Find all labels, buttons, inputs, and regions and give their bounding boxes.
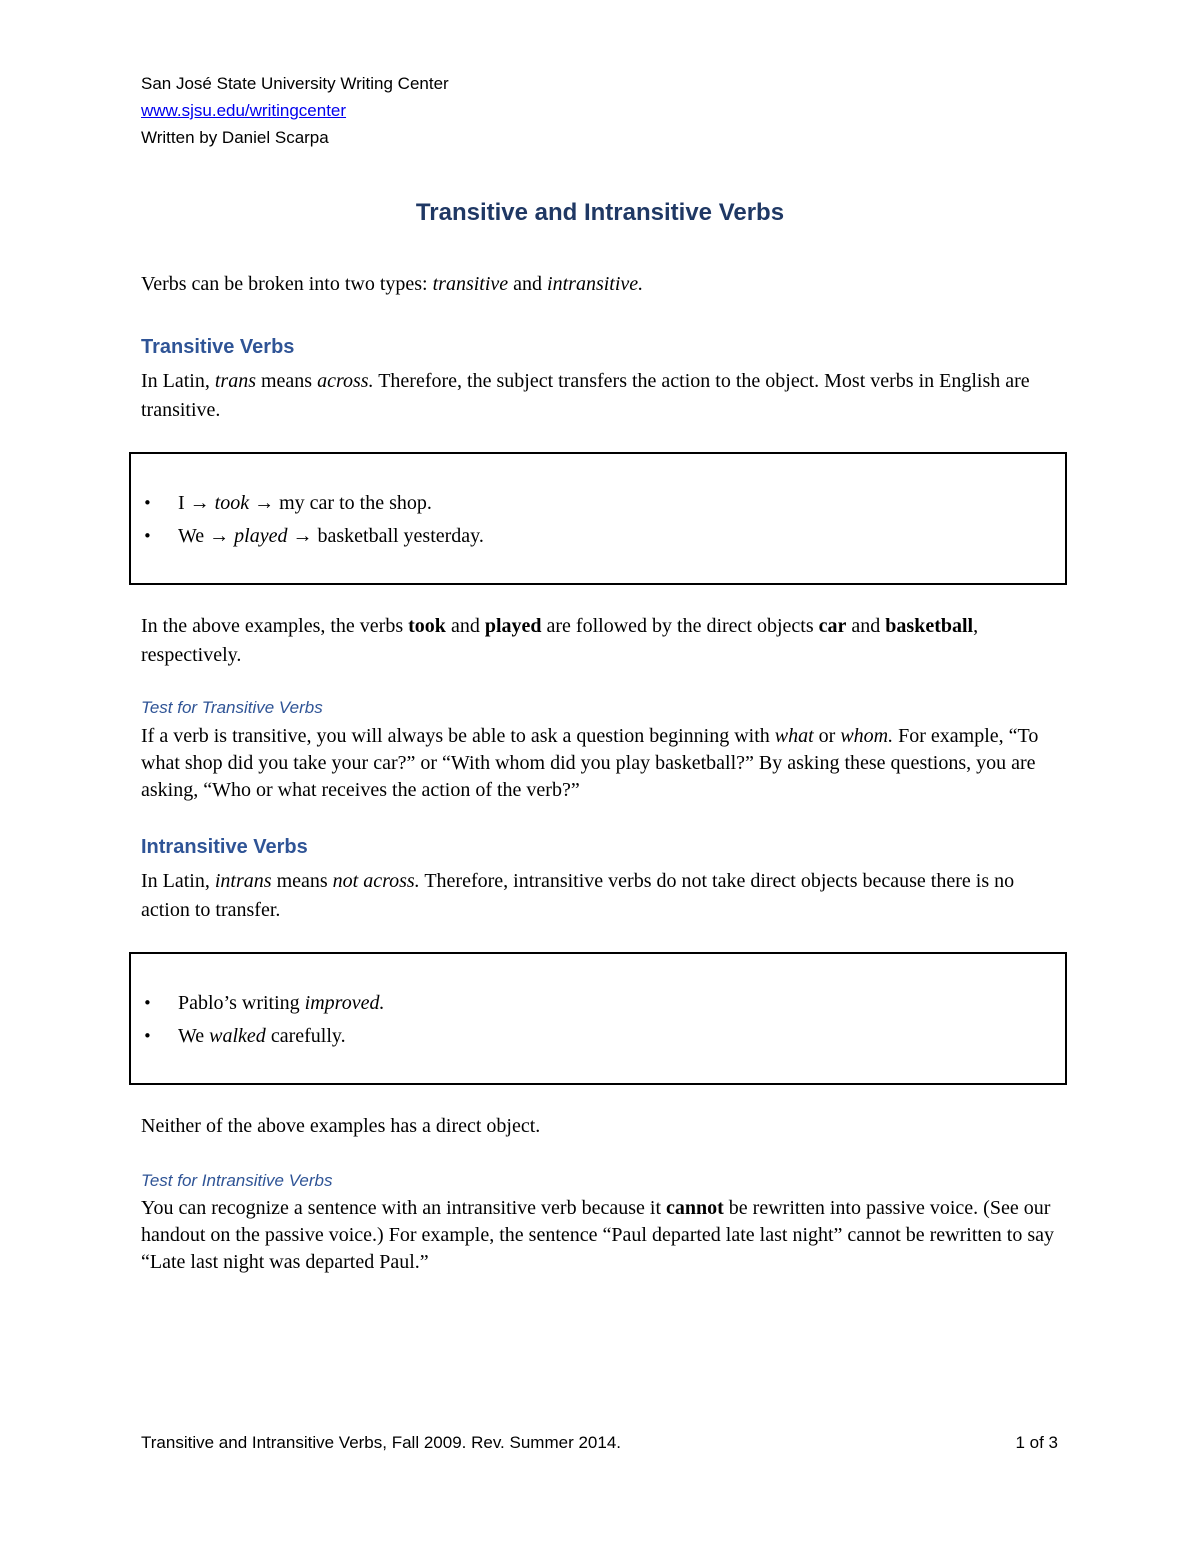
document-title: Transitive and Intransitive Verbs — [415, 199, 785, 226]
example-text: carefully. — [265, 1025, 346, 1047]
example-rest: my car to the shop. — [279, 492, 432, 514]
intro-text: and — [508, 273, 548, 295]
text: means — [271, 870, 333, 892]
term-intrans: intrans — [214, 870, 272, 892]
bullet-icon: • — [143, 994, 152, 1012]
text: You can recognize a sentence with an intransitive verb because it — [141, 1197, 666, 1219]
intro-text: Verbs can be broken into two types: — [141, 273, 433, 295]
term-whom: whom. — [840, 725, 894, 747]
author-line: Written by Daniel Scarpa — [141, 128, 329, 147]
text: or — [813, 725, 841, 747]
text: means — [256, 370, 318, 392]
example-subject: We — [178, 525, 205, 547]
transitive-definition — [141, 367, 1061, 425]
bullet-icon: • — [143, 494, 152, 512]
example-subject: I — [178, 492, 185, 514]
writing-center-link[interactable]: www.sjsu.edu/writingcenter — [141, 101, 347, 120]
footer-page-number: 1 of 3 — [1015, 1433, 1058, 1452]
url-line — [141, 101, 346, 121]
transitive-heading: Transitive Verbs — [141, 336, 295, 358]
arrow-icon: → — [292, 525, 313, 547]
text: are followed by the direct objects — [541, 615, 819, 637]
example-verb: took — [214, 492, 250, 514]
intransitive-heading: Intransitive Verbs — [141, 836, 308, 858]
bold-car: car — [818, 615, 847, 637]
intransitive-test-paragraph — [141, 1195, 1061, 1276]
intro-term-intransitive: intransitive. — [547, 273, 644, 295]
text: For example, “To what shop did you take your car?” or “With whom did you play basketball?” By asking these questions, you are asking, “Who or what receives the action of the verb?” — [141, 725, 1039, 801]
term-trans: trans — [214, 370, 256, 392]
intransitive-examples-list — [131, 987, 1065, 1053]
example-rest: basketball yesterday. — [317, 525, 484, 547]
intransitive-definition — [141, 867, 1061, 925]
intro-paragraph — [141, 270, 1061, 299]
transitive-examples-list — [131, 487, 1065, 553]
text: In Latin, — [141, 870, 215, 892]
transitive-test-paragraph — [141, 723, 1061, 804]
text: , respectively. — [141, 615, 979, 666]
example-verb: walked — [209, 1025, 266, 1047]
text: and — [445, 615, 485, 637]
intransitive-explanation: Neither of the above examples has a direct object. — [141, 1115, 541, 1137]
bold-basketball: basketball — [885, 615, 974, 637]
footer-document-info: Transitive and Intransitive Verbs, Fall 2009. Rev. Summer 2014. — [141, 1433, 622, 1452]
transitive-explanation — [141, 612, 1061, 670]
text: In Latin, — [141, 370, 215, 392]
intransitive-test-heading: Test for Intransitive Verbs — [141, 1171, 333, 1190]
bullet-icon: • — [143, 1027, 152, 1045]
text: In the above examples, the verbs — [141, 615, 409, 637]
example-text: Pablo’s writing — [178, 992, 305, 1014]
transitive-test-heading: Test for Transitive Verbs — [141, 698, 323, 717]
term-across: across. — [317, 370, 374, 392]
arrow-icon: → — [209, 525, 230, 547]
term-not-across: not across. — [332, 870, 420, 892]
example-verb: played — [234, 525, 288, 547]
text: Therefore, intransitive verbs do not take direct objects because there is no action to transfer. — [141, 870, 1015, 921]
list-item — [131, 520, 1065, 553]
bold-cannot: cannot — [666, 1197, 724, 1219]
intro-term-transitive: transitive — [432, 273, 509, 295]
text: and — [846, 615, 886, 637]
bullet-icon: • — [143, 527, 152, 545]
text: If a verb is transitive, you will always be able to ask a question beginning with — [141, 725, 775, 747]
example-text: We — [178, 1025, 210, 1047]
example-verb: improved. — [304, 992, 385, 1014]
list-item — [131, 487, 1065, 520]
list-item — [131, 1020, 1065, 1053]
term-what: what — [774, 725, 814, 747]
arrow-icon: → — [189, 492, 210, 514]
bold-took: took — [408, 615, 446, 637]
list-item — [131, 987, 1065, 1020]
transitive-examples-box — [129, 452, 1067, 585]
text: Therefore, the subject transfers the action to the object. Most verbs in English are transitive. — [141, 370, 1030, 421]
text: be rewritten into passive voice. (See our handout on the passive voice.) For example, the sentence “Paul departed late last night” cannot be rewritten to say “Late last night was departed Paul.” — [141, 1197, 1055, 1273]
intransitive-examples-box — [129, 952, 1067, 1085]
bold-played: played — [484, 615, 542, 637]
institution-name: San José State University Writing Center — [141, 74, 449, 93]
arrow-icon: → — [254, 492, 275, 514]
